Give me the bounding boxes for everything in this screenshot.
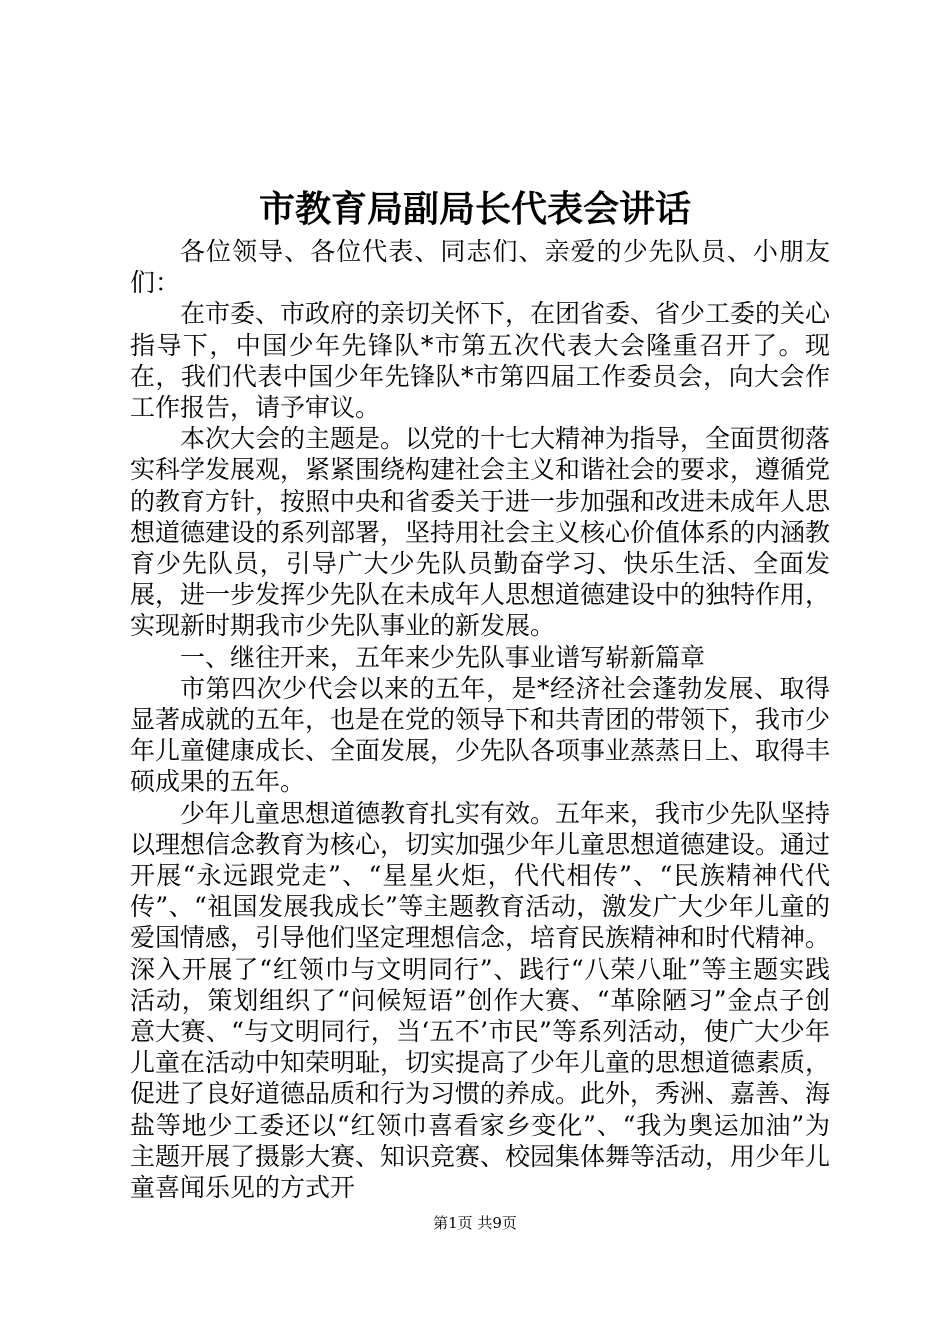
document-title: 市教育局副局长代表会讲话 (258, 188, 691, 230)
section-heading: 一、继往开来，五年来少先队事业谱写崭新篇章 (180, 642, 706, 672)
paragraph-salutation: 各位领导、各位代表、同志们、亲爱的少先队员、小朋友们： (130, 237, 830, 298)
page-number-footer: 第1页 共9页 (433, 1214, 517, 1232)
document-body (130, 236, 830, 1203)
paragraph-review: 市第四次少代会以来的五年，是*经济社会蓬勃发展、取得显著成就的五年，也是在党的领导下和共青团的带领下，我市少年儿童健康成长、全面发展，少先队各项事业蒸蒸日上、取得丰硕成果的五年。 (130, 673, 831, 797)
paragraph-moral-education: 少年儿童思想道德教育扎实有效。五年来，我市少先队坚持以理想信念教育为核心，切实加强少年儿童思想道德建设。通过开展“永远跟党走”、“星星火炬，代代相传”、“民族精神代代传”、“祖国发展我成长”等主题教育活动，激发广大少年儿童的爱国情感，引导他们坚定理想信念，培育民族精神和时代精神。深入开展了“红领巾与文明同行”、践行“八荣八耻”等主题实践活动，策划组织了“问候短语”创作大赛、“革除陋习”金点子创意大赛、“与文明同行，当‘五不’市民”等系列活动，使广大少年儿童在活动中知荣明耻，切实提高了少年儿童的思想道德素质，促进了良好道德品质和行为习惯的养成。此外，秀洲、嘉善、海盐等地少工委还以“红领巾喜看家乡变化”、“我为奥运加油”为主题开展了摄影大赛、知识竞赛、校园集体舞等活动，用少年儿童喜闻乐见的方式开 (130, 798, 831, 1203)
paragraph-theme: 本次大会的主题是。以党的十七大精神为指导，全面贯彻落实科学发展观，紧紧围绕构建社会主义和谐社会的要求，遵循党的教育方针，按照中央和省委关于进一步加强和改进未成年人思想道德建设的系列部署，坚持用社会主义核心价值体系的内涵教育少先队员，引导广大少先队员勤奋学习、快乐生活、全面发展，进一步发挥少先队在未成年人思想道德建设中的独特作用，实现新时期我市少先队事业的新发展。 (130, 424, 831, 641)
paragraph-opening: 在市委、市政府的亲切关怀下，在团省委、省少工委的关心指导下，中国少年先锋队*市第五次代表大会隆重召开了。现在，我们代表中国少年先锋队*市第四届工作委员会，向大会作工作报告，请予审议。 (130, 299, 831, 423)
